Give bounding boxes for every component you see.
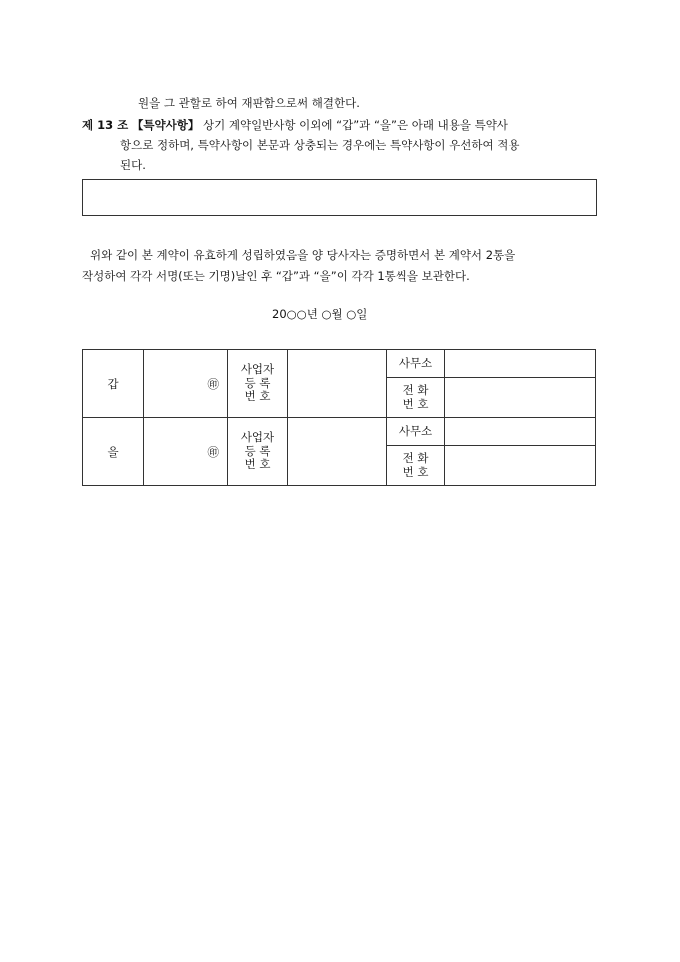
bizreg-label-line3: 번 호 [244,389,271,404]
party-gap-phone-label [387,378,445,418]
article-13-text-2: 항으로 정하며, 특약사항이 본문과 상충되는 경우에는 특약사항이 우선하여 적용 [120,138,520,152]
party-eul-label: 을 [83,418,144,486]
special-terms-box[interactable] [82,179,597,216]
party-gap-label: 갑 [83,350,144,418]
party-eul-office-value[interactable] [445,418,596,446]
closing-line2: 작성하여 각각 서명(또는 기명)날인 후 “갑”과 “을”이 각각 1통씩을 보관한다. [82,269,470,283]
party-eul-office-label: 사무소 [387,418,445,446]
party-eul-bizreg-label [228,418,288,486]
article-13-text-3: 된다. [120,158,146,172]
party-gap-bizreg-value[interactable] [288,350,387,418]
closing-line1: 위와 같이 본 계약이 유효하게 성립하였음을 양 당사자는 증명하면서 본 계약서 2통을 [90,248,516,262]
party-gap-office-value[interactable] [445,350,596,378]
party-eul-seal[interactable]: ㊞ [144,418,228,486]
party-gap-office-label: 사무소 [387,350,445,378]
bizreg-label-line1: 사업자 [240,430,275,445]
article-13-number: 제 13 조 [82,118,129,132]
article-13-line1 [82,117,508,133]
bizreg-label-line1: 사업자 [240,362,275,377]
bizreg-label-line2: 등 록 [244,443,271,458]
party-gap-bizreg-label [228,350,288,418]
phone-label-line1: 전 화 [402,451,429,465]
party-eul-phone-value[interactable] [445,446,596,486]
bizreg-label-line2: 등 록 [244,375,271,390]
party-eul-phone-label [387,446,445,486]
phone-label-line2: 번 호 [402,464,429,479]
article-13-text-1: 상기 계약일반사항 이외에 “갑”과 “을”은 아래 내용을 특약사 [202,118,508,132]
party-eul-bizreg-value[interactable] [288,418,387,486]
phone-label-line1: 전 화 [402,383,429,397]
clause-continuation: 원을 그 관할로 하여 재판함으로써 해결한다. [138,96,360,110]
phone-label-line2: 번 호 [402,396,429,411]
party-gap-phone-value[interactable] [445,378,596,418]
contract-date: 20○○년 ○월 ○일 [272,307,368,321]
party-gap-seal[interactable]: ㊞ [144,350,228,418]
article-13-title: 【특약사항】 [131,118,200,132]
bizreg-label-line3: 번 호 [244,457,271,472]
signature-table [82,349,596,486]
